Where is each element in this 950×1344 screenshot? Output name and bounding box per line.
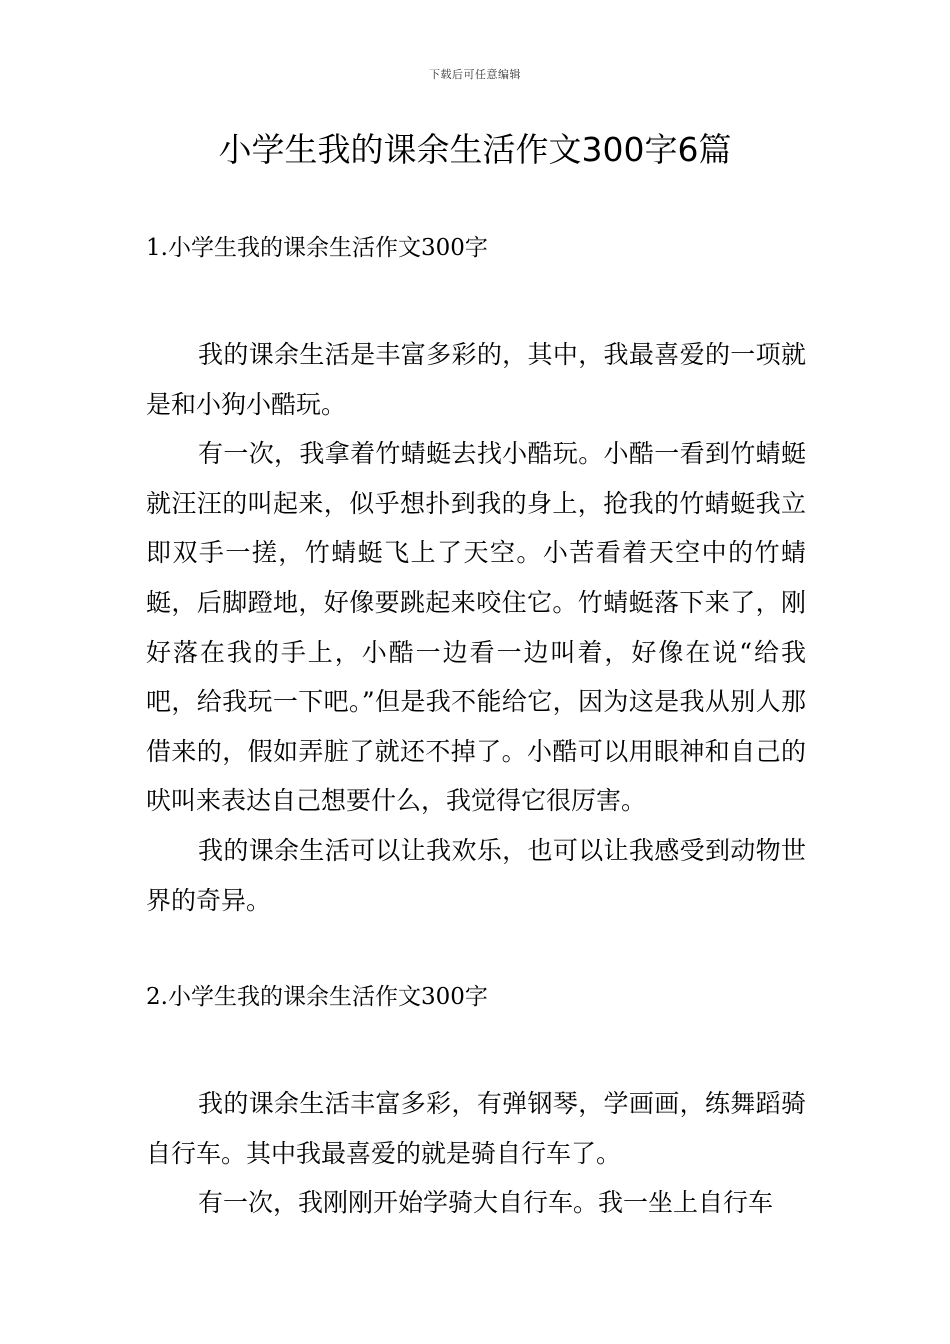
section-1-paragraph-1: 我的课余生活是丰富多彩的，其中，我最喜爱的一项就是和小狗小酷玩。 xyxy=(146,340,806,419)
section-2-paragraph-1: 我的课余生活丰富多彩，有弹钢琴，学画画，练舞蹈骑自行车。其中我最喜爱的就是骑自行车了。 xyxy=(146,1089,806,1168)
section-heading-2: 2.小学生我的课余生活作文300字 xyxy=(146,984,488,1011)
document-body xyxy=(146,228,806,1228)
document-title: 小学生我的课余生活作文300字6篇 xyxy=(218,130,732,169)
section-2-paragraph-2: 有一次，我刚刚开始学骑大自行车。我一坐上自行车 xyxy=(198,1188,774,1218)
header-note: 下载后可任意编辑 xyxy=(429,68,521,81)
section-1-paragraph-3: 我的课余生活可以让我欢乐，也可以让我感受到动物世界的奇异。 xyxy=(146,835,806,915)
section-heading-1: 1.小学生我的课余生活作文300字 xyxy=(146,235,488,261)
section-1-paragraph-2: 有一次，我拿着竹蜻蜓去找小酷玩。小酷一看到竹蜻蜓就汪汪的叫起来，似乎想扑到我的身上，抢我的竹蜻蜓我立即双手一搓，竹蜻蜓飞上了天空。小苦看着天空中的竹蜻蜓，后脚蹬地，好像要跳起来咬住它。竹蜻蜓落下来了，刚好落在我的手上，小酷一边看一边叫着，好像在说“给我吧，给我玩一下吧。”但是我不能给它，因为这是我从别人那借来的，假如弄脏了就还不掉了。小酷可以用眼神和自己的吠叫来表达自己想要什么，我觉得它很厉害。 xyxy=(146,439,806,816)
